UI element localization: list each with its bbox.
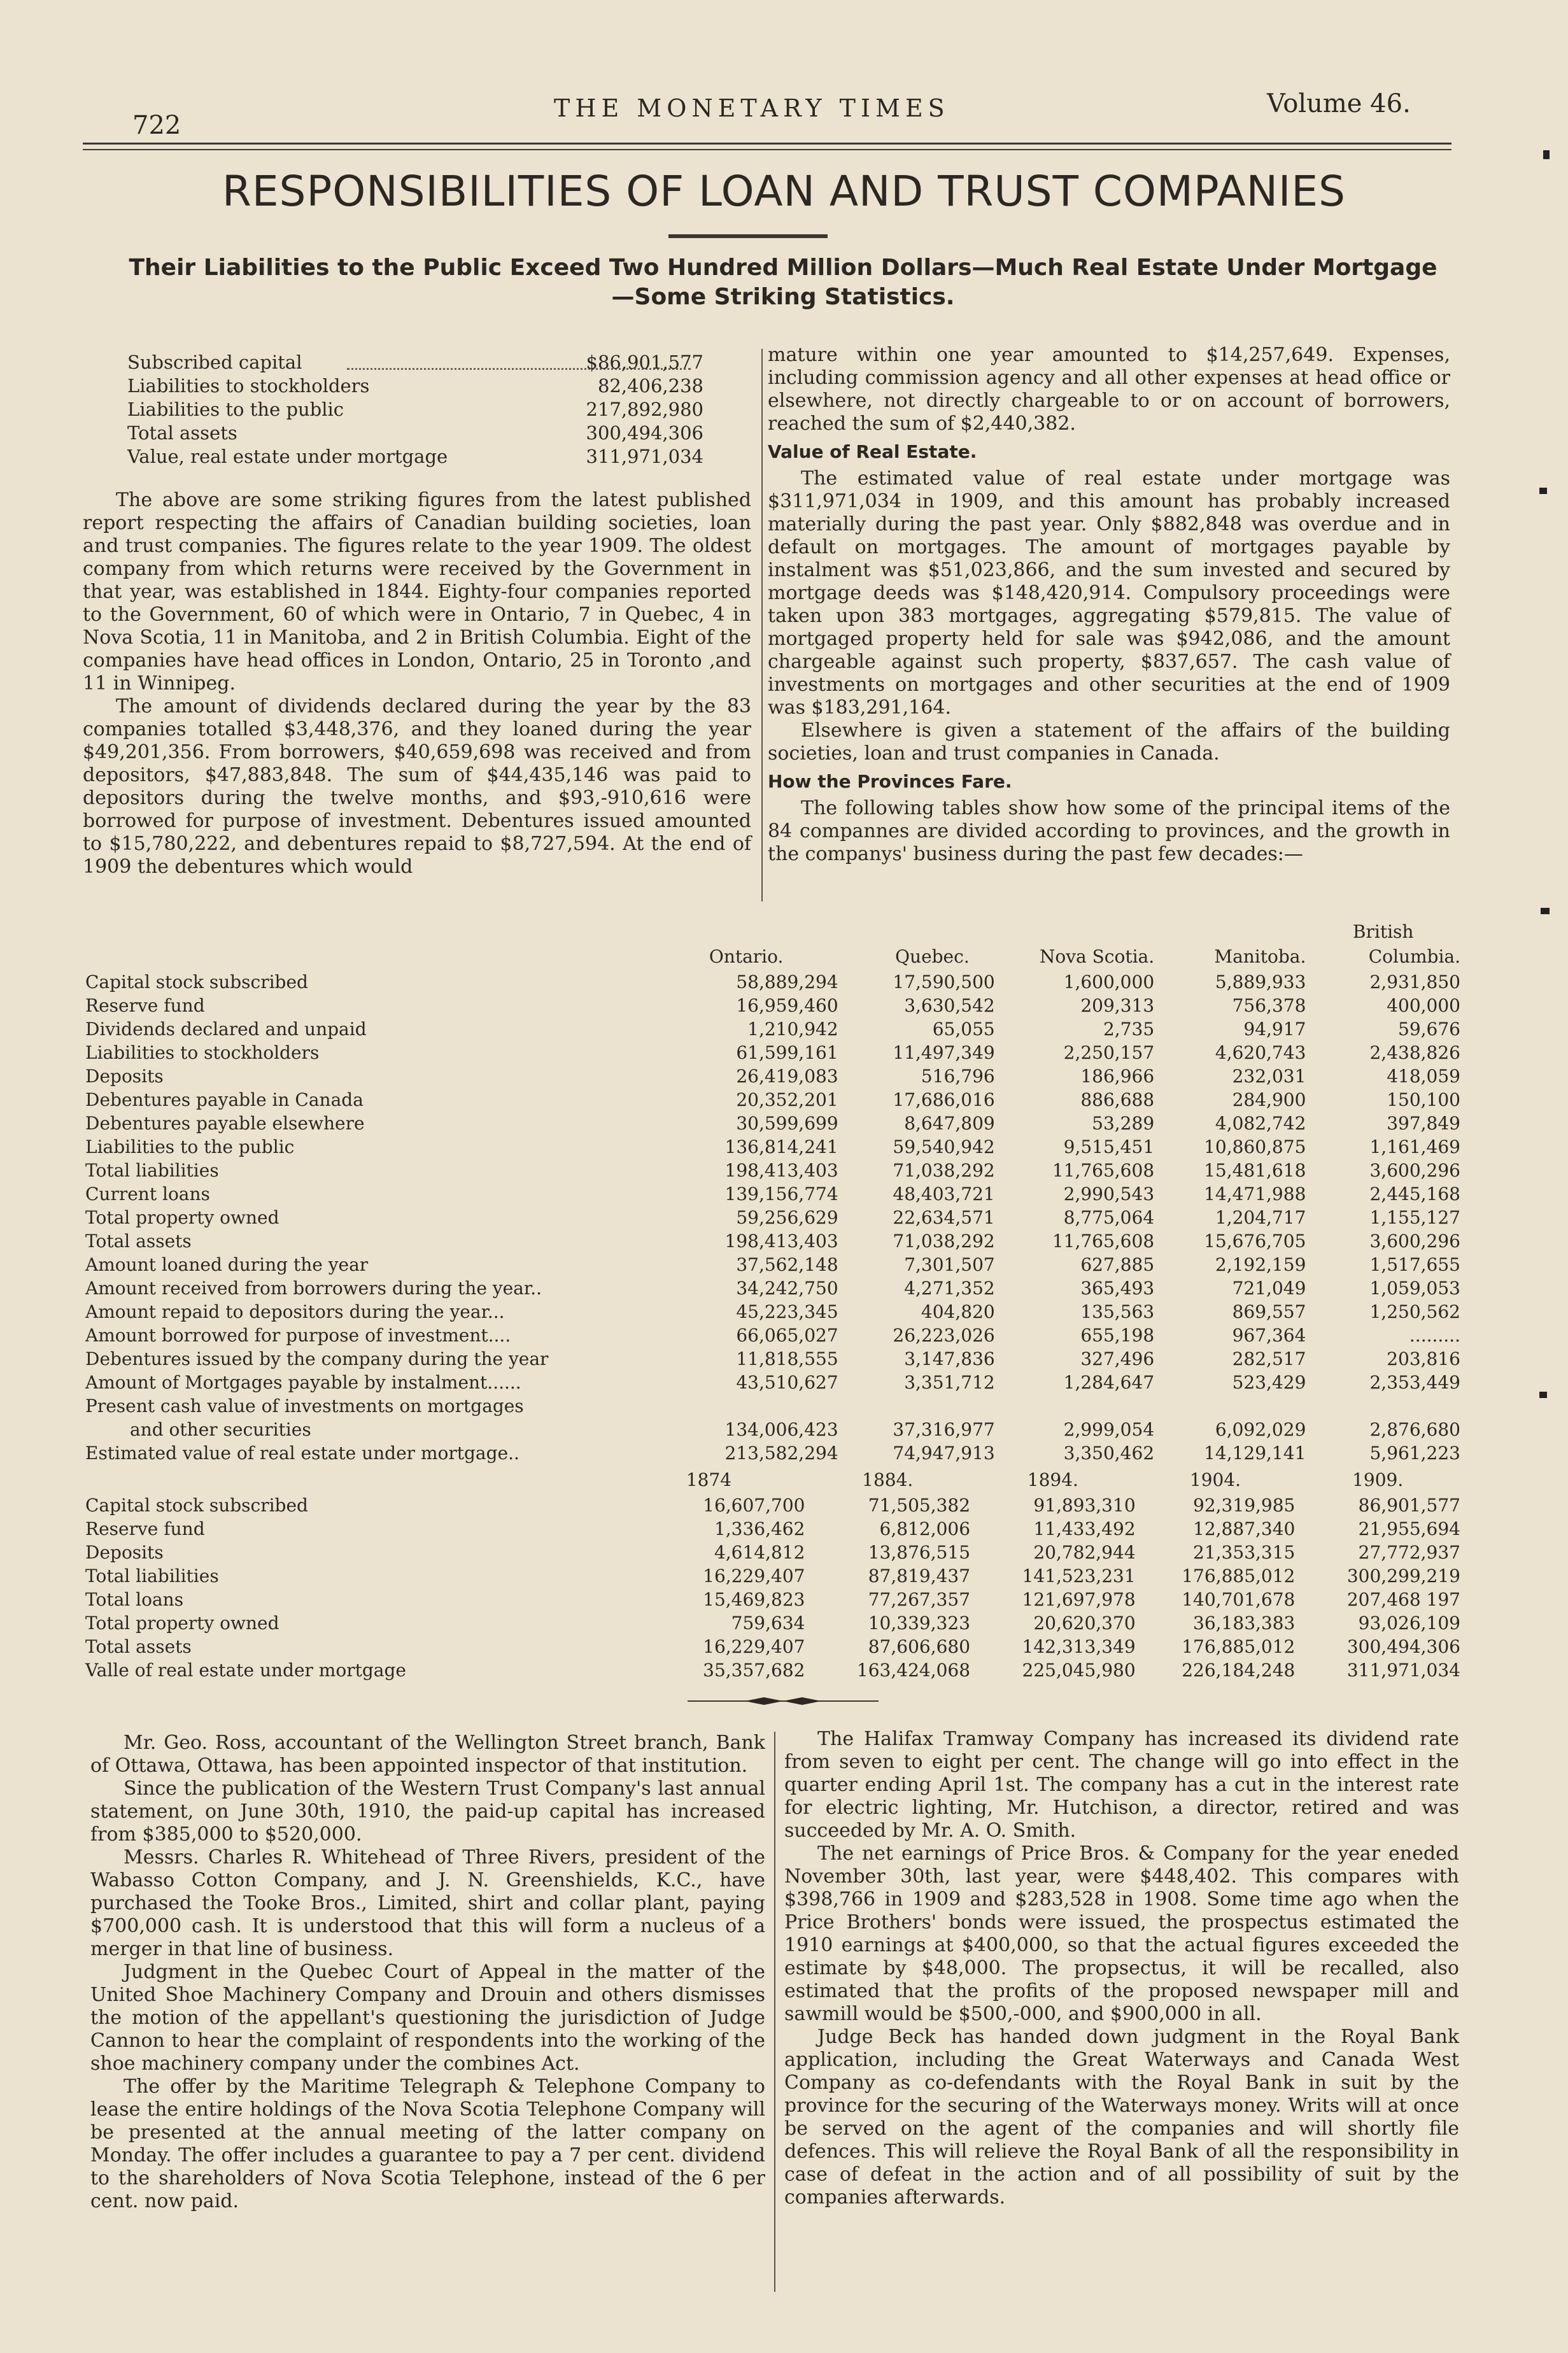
cell-value: 17,686,016 [893, 1089, 995, 1110]
cell-value: 2,999,054 [1063, 1419, 1155, 1440]
table-row [85, 1229, 1460, 1253]
cell-value: 404,820 [921, 1301, 995, 1322]
summary-row [127, 399, 703, 422]
cell-value: 11,433,492 [1033, 1518, 1136, 1539]
cell-value: 45,223,345 [736, 1301, 838, 1322]
cell-value: 71,038,292 [893, 1231, 995, 1252]
cell-value: 66,065,027 [736, 1325, 838, 1346]
row-label: Estimated value of real estate under mortgage.. [85, 1443, 519, 1464]
cell-value: 58,889,294 [736, 972, 838, 993]
paragraph: The offer by the Maritime Telegraph & Telephone Company to lease the entire holdings of the Nova Scotia Telephone Company will be presented at the annual meeting of the latter company on Monday. The offer includes a guarantee to pay a 7 per cent. dividend to the shareholders of Nova Scotia Telephone, instead of the 6 per cent. now paid. [90, 2075, 765, 2212]
row-label: Total liabilities [85, 1160, 219, 1181]
cell-value: 11,818,555 [736, 1348, 838, 1369]
edge-mark [1541, 908, 1550, 914]
cell-value: 65,055 [932, 1019, 995, 1040]
cell-value: 37,562,148 [736, 1254, 838, 1275]
table-body [85, 970, 1460, 1465]
row-label: Reserve fund [85, 995, 205, 1016]
cell-value: 756,378 [1232, 995, 1306, 1016]
cell-value: 35,357,682 [703, 1660, 805, 1681]
cell-value: 15,469,823 [703, 1589, 805, 1610]
lower-right-text [784, 1728, 1459, 2209]
cell-value: 21,353,315 [1193, 1542, 1296, 1563]
table-row [85, 1206, 1460, 1229]
cell-value: 30,599,699 [736, 1113, 838, 1134]
cell-value: 71,505,382 [868, 1495, 971, 1516]
cell-value: 140,701,678 [1182, 1589, 1296, 1610]
table-row [85, 1088, 1460, 1112]
edge-mark [1539, 488, 1547, 494]
cell-value: 11,765,608 [1052, 1160, 1155, 1181]
table-row [85, 1253, 1460, 1276]
summary-row [127, 375, 703, 399]
cell-value: 20,620,370 [1033, 1613, 1136, 1634]
cell-value: 16,607,700 [703, 1495, 805, 1516]
column-header: Quebec. [895, 945, 970, 967]
table-row [85, 1517, 1460, 1541]
table-header-row [85, 914, 1460, 942]
cell-value: 365,493 [1080, 1278, 1155, 1299]
cell-value: 17,590,500 [893, 972, 995, 993]
row-label: Liabilities to stockholders [85, 1042, 320, 1063]
cell-value: 91,893,310 [1033, 1495, 1136, 1516]
cell-value: 15,481,618 [1204, 1160, 1306, 1181]
cell-value: 226,184,248 [1182, 1660, 1296, 1681]
cell-value: 8,775,064 [1063, 1207, 1155, 1228]
summary-value: 82,406,238 [597, 375, 703, 397]
cell-value: 2,353,449 [1369, 1372, 1460, 1393]
row-label: Deposits [85, 1542, 164, 1563]
row-label: and other securities [130, 1419, 311, 1440]
cell-value: 3,351,712 [904, 1372, 995, 1393]
summary-row [127, 446, 703, 469]
section-heading: How the Provinces Fare. [768, 771, 1012, 792]
table-row [85, 970, 1460, 994]
cell-value: 213,582,294 [724, 1443, 838, 1464]
cell-value: 163,424,068 [856, 1660, 971, 1681]
column-divider [761, 349, 763, 901]
row-label: Amount borrowed for purpose of investment.... [85, 1325, 511, 1346]
table-row [85, 1541, 1460, 1564]
table-row [85, 1611, 1460, 1635]
cell-value: 150,100 [1387, 1089, 1460, 1110]
cell-value: 2,250,157 [1063, 1042, 1155, 1063]
cell-value: 2,438,826 [1369, 1042, 1460, 1063]
table-row [85, 1635, 1460, 1658]
summary-value: 217,892,980 [586, 399, 703, 420]
cell-value: 198,413,403 [724, 1231, 838, 1252]
cell-value: 1,600,000 [1063, 972, 1155, 993]
cell-value: 207,468 197 [1346, 1589, 1460, 1610]
cell-value: 134,006,423 [724, 1419, 838, 1440]
cell-value: 10,339,323 [868, 1613, 971, 1634]
cell-value: 282,517 [1232, 1348, 1306, 1369]
table-row [85, 1300, 1460, 1324]
paragraph: The estimated value of real estate under mortgage was $311,971,034 in 1909, and this amount has probably increased materially during the past year. Only $882,848 was overdue and in default on mortgages. The amount of mortgages payable by instalment was $51,023,866, and the sum invested and secured by mortgage deeds was $148,420,914. Compulsory proceedings were taken upon 383 mortgages, aggregating $579,815. The value of mortgaged property held for sale was $942,086, and the amount chargeable against such property, $837,657. The cash value of investments on mortgages and other securities at the end of 1909 was $183,291,164. [768, 467, 1450, 719]
table-row [85, 1064, 1460, 1088]
cell-value [838, 1394, 995, 1418]
paragraph: The above are some striking figures from the latest published report respecting the affairs of Canadian building societies, loan and trust companies. The figures relate to the year 1909. The oldest company from which returns were received by the Government in that year, was established in 1844. Eighty-four companies reported to the Government, 60 of which were in Ontario, 7 in Quebec, 4 in Nova Scotia, 11 in Manitoba, and 2 in British Columbia. Eight of the companies have head offices in London, Ontario, 25 in Toronto ,and 11 in Winnipeg. [83, 489, 751, 695]
cell-value: 93,026,109 [1358, 1613, 1460, 1634]
cell-value: 2,990,543 [1063, 1184, 1155, 1205]
cell-value: 516,796 [921, 1066, 995, 1087]
cell-value: 186,966 [1080, 1066, 1155, 1087]
cell-value: 121,697,978 [1022, 1589, 1136, 1610]
cell-value: 92,319,985 [1193, 1495, 1296, 1516]
row-label: Total assets [85, 1636, 192, 1657]
cell-value [995, 1394, 1154, 1418]
cell-value: 5,961,223 [1369, 1443, 1460, 1464]
summary-value: $86,901,577 [586, 351, 703, 373]
edge-mark [1539, 1392, 1547, 1398]
column-divider [774, 1732, 775, 2292]
row-label: Amount of Mortgages payable by instalment...... [85, 1372, 521, 1393]
cell-value: 3,600,296 [1369, 1160, 1460, 1181]
cell-value: 523,429 [1232, 1372, 1306, 1393]
cell-value: 869,557 [1232, 1301, 1306, 1322]
cell-value: 61,599,161 [736, 1042, 838, 1063]
cell-value: 418,059 [1387, 1066, 1460, 1087]
paragraph: Judge Beck has handed down judgment in the Royal Bank application, including the Great Waterways and Canada West Company as co-defendants with the Royal Bank in suit by the province for the securing of the Waterways money. Writs will at once be served on the agent of the companies and will shortly file defences. This will relieve the Royal Bank of all the responsibility in case of defeat in the action and of all possibility of suit by the companies afterwards. [784, 2026, 1459, 2208]
row-label: Total property owned [85, 1613, 279, 1634]
cell-value: 14,129,141 [1204, 1443, 1306, 1464]
cell-value: 1,250,562 [1369, 1301, 1460, 1322]
right-column-text [768, 344, 1450, 866]
table-row [85, 1418, 1460, 1441]
paragraph: The Halifax Tramway Company has increased its dividend rate from seven to eight per cent. The change will go into effect in the quarter ending April 1st. The company has a cut in the interest rate for electric lighting, Mr. Hutchison, a director, retired and was succeeded by Mr. A. O. Smith. [784, 1728, 1459, 1842]
cell-value: 655,198 [1080, 1325, 1155, 1346]
cell-value: 139,156,774 [724, 1184, 838, 1205]
left-column-text [83, 489, 751, 879]
cell-value: 59,676 [1398, 1019, 1460, 1040]
row-label: Capital stock subscribed [85, 972, 308, 993]
summary-label: Value, real estate under mortgage [127, 446, 448, 467]
cell-value: 59,256,629 [736, 1207, 838, 1228]
paragraph: The amount of dividends declared during the year by the 83 companies totalled $3,448,376, and they loaned during the year $49,201,356. From borrowers, $40,659,698 was received and from depositors, $47,883,848. The sum of $44,435,146 was paid to depositors during the twelve months, and $93,-910,616 were borrowed for purpose of investment. Debentures issued amounted to $15,780,222, and debentures repaid to $8,727,594. At the end of 1909 the debentures which would [83, 695, 751, 878]
cell-value: 36,183,383 [1193, 1613, 1296, 1634]
table-row [85, 1041, 1460, 1064]
cell-value: 176,885,012 [1182, 1636, 1296, 1657]
column-header: Columbia. [1368, 945, 1460, 967]
cell-value: 4,620,743 [1215, 1042, 1306, 1063]
cell-value: 141,523,231 [1022, 1565, 1136, 1586]
cell-value: 16,959,460 [736, 995, 838, 1016]
cell-value [1306, 1394, 1460, 1418]
table-row [85, 1159, 1460, 1182]
cell-value: 886,688 [1080, 1089, 1155, 1110]
column-header: 1904. [1189, 1469, 1241, 1490]
header-rule-bottom [83, 149, 1451, 150]
provinces-table [85, 914, 1460, 1465]
table-row [85, 994, 1460, 1017]
cell-value: 21,955,694 [1358, 1518, 1460, 1539]
cell-value: ......... [1409, 1325, 1460, 1346]
cell-value: 2,445,168 [1369, 1184, 1460, 1205]
row-label: Reserve fund [85, 1518, 205, 1539]
cell-value: 94,917 [1243, 1019, 1306, 1040]
cell-value [654, 1394, 838, 1418]
column-header: British [1352, 921, 1414, 942]
table-row [85, 1112, 1460, 1135]
lower-left-text [90, 1732, 765, 2213]
cell-value: 1,210,942 [747, 1019, 838, 1040]
row-label: Debentures issued by the company during the year [85, 1348, 549, 1369]
cell-value: 59,540,942 [893, 1136, 995, 1157]
cell-value: 22,634,571 [893, 1207, 995, 1228]
summary-row [127, 422, 703, 446]
table-header-row [85, 942, 1460, 970]
row-label: Valle of real estate under mortgage [85, 1660, 406, 1681]
summary-row [127, 351, 703, 375]
summary-figures [127, 351, 703, 469]
cell-value: 203,816 [1387, 1348, 1460, 1369]
row-label: Total loans [85, 1589, 184, 1610]
summary-label: Liabilities to the public [127, 399, 344, 420]
cell-value: 11,497,349 [893, 1042, 995, 1063]
row-label: Total property owned [85, 1207, 279, 1228]
cell-value: 37,316,977 [893, 1419, 995, 1440]
article-subtitle-1: Their Liabilities to the Public Exceed Two Hundred Million Dollars—Much Real Estate Under Mortgage [129, 255, 1437, 281]
cell-value: 27,772,937 [1358, 1542, 1460, 1563]
cell-value [1154, 1394, 1306, 1418]
table-row [85, 1441, 1460, 1465]
cell-value: 26,419,083 [736, 1066, 838, 1087]
cell-value: 4,082,742 [1215, 1113, 1306, 1134]
table-body [85, 1494, 1460, 1682]
cell-value: 4,271,352 [904, 1278, 995, 1299]
cell-value: 6,812,006 [879, 1518, 971, 1539]
cell-value: 15,676,705 [1204, 1231, 1306, 1252]
cell-value: 1,161,469 [1369, 1136, 1460, 1157]
column-header: Ontario. [709, 945, 784, 967]
cell-value: 1,155,127 [1369, 1207, 1460, 1228]
section-heading: Value of Real Estate. [768, 441, 977, 462]
cell-value: 136,814,241 [724, 1136, 838, 1157]
cell-value: 26,223,026 [893, 1325, 995, 1346]
cell-value: 16,229,407 [703, 1565, 805, 1586]
cell-value: 14,471,988 [1204, 1184, 1306, 1205]
page-number: 722 [132, 111, 181, 140]
table-row [85, 1276, 1460, 1300]
table-row [85, 1182, 1460, 1206]
cell-value: 4,614,812 [714, 1542, 805, 1563]
cell-value: 13,876,515 [868, 1542, 971, 1563]
cell-value: 225,045,980 [1022, 1660, 1136, 1681]
cell-value: 43,510,627 [736, 1372, 838, 1393]
cell-value: 1,284,647 [1063, 1372, 1155, 1393]
table-row [85, 1347, 1460, 1371]
cell-value: 176,885,012 [1182, 1565, 1296, 1586]
row-label: Debentures payable elsewhere [85, 1113, 365, 1134]
row-label: Total assets [85, 1231, 192, 1252]
paragraph: Judgment in the Quebec Court of Appeal in the matter of the United Shoe Machinery Company and Drouin and others dismisses the motion of the appellant's questioning the jurisdiction of Judge Cannon to hear the complaint of respondents into the working of the shoe machinery company under the combines Act. [90, 1961, 765, 2075]
cell-value: 721,049 [1232, 1278, 1306, 1299]
paragraph: Messrs. Charles R. Whitehead of Three Rivers, president of the Wabasso Cotton Company, and J. N. Greenshields, K.C., have purchased the Tooke Bros., Limited, shirt and collar plant, paying $700,000 cash. It is understood that this will form a nucleus of a merger in that line of business. [90, 1846, 765, 1960]
growth-table [85, 1466, 1460, 1682]
cell-value: 3,630,542 [904, 995, 995, 1016]
paragraph: mature within one year amounted to $14,257,649. Expenses, including commission agency and all other expenses at head office or elsewhere, not directly chargeable to or on account of borrowers, reached the sum of $2,440,382. [768, 344, 1450, 435]
table-row [85, 1494, 1460, 1517]
cell-value: 142,313,349 [1022, 1636, 1136, 1657]
row-label: Present cash value of investments on mortgages [85, 1396, 524, 1417]
cell-value: 2,192,159 [1215, 1254, 1306, 1275]
row-label: Liabilities to the public [85, 1136, 295, 1157]
cell-value: 10,860,875 [1204, 1136, 1306, 1157]
table-row [85, 1017, 1460, 1041]
table-row [85, 1371, 1460, 1394]
cell-value: 3,350,462 [1063, 1443, 1155, 1464]
row-label: Total liabilities [85, 1565, 219, 1586]
summary-value: 300,494,306 [586, 422, 703, 444]
cell-value: 48,403,721 [893, 1184, 995, 1205]
cell-value: 2,876,680 [1369, 1419, 1460, 1440]
cell-value: 6,092,029 [1215, 1419, 1306, 1440]
paragraph: Elsewhere is given a statement of the affairs of the building societies, loan and trust companies in Canada. [768, 719, 1450, 765]
row-label: Amount repaid to depositors during the year... [85, 1301, 505, 1322]
cell-value: 1,059,053 [1369, 1278, 1460, 1299]
cell-value: 300,299,219 [1346, 1565, 1460, 1586]
cell-value: 34,242,750 [736, 1278, 838, 1299]
cell-value: 397,849 [1387, 1113, 1460, 1134]
cell-value: 2,735 [1103, 1019, 1155, 1040]
cell-value: 53,289 [1092, 1113, 1155, 1134]
table-header-row [85, 1466, 1460, 1494]
table-row [85, 1588, 1460, 1611]
cell-value: 86,901,577 [1358, 1495, 1460, 1516]
column-header: Manitoba. [1214, 945, 1306, 967]
cell-value: 20,782,944 [1033, 1542, 1136, 1563]
cell-value: 135,563 [1080, 1301, 1155, 1322]
cell-value: 8,647,809 [904, 1113, 995, 1134]
table-row [85, 1564, 1460, 1588]
row-label: Deposits [85, 1066, 164, 1087]
table-row [85, 1135, 1460, 1159]
cell-value: 87,819,437 [868, 1565, 971, 1586]
table-row [85, 1394, 1460, 1418]
row-label: Current loans [85, 1184, 210, 1205]
column-header: 1909. [1352, 1469, 1404, 1490]
summary-label: Subscribed capital [127, 351, 302, 373]
cell-value: 209,313 [1080, 995, 1155, 1016]
cell-value: 9,515,451 [1063, 1136, 1155, 1157]
header-rule-top [83, 143, 1451, 145]
column-header: 1884. [862, 1469, 914, 1490]
cell-value: 232,031 [1232, 1066, 1306, 1087]
column-header: Nova Scotia. [1039, 945, 1155, 967]
cell-value: 74,947,913 [893, 1443, 995, 1464]
cell-value: 3,600,296 [1369, 1231, 1460, 1252]
cell-value: 1,336,462 [714, 1518, 805, 1539]
cell-value: 87,606,680 [868, 1636, 971, 1657]
cell-value: 311,971,034 [1346, 1660, 1460, 1681]
summary-label: Liabilities to stockholders [127, 375, 370, 397]
cell-value: 12,887,340 [1193, 1518, 1296, 1539]
cell-value: 2,931,850 [1369, 972, 1460, 993]
article-subtitle-2: —Some Striking Statistics. [611, 284, 955, 310]
cell-value: 967,364 [1232, 1325, 1306, 1346]
cell-value: 759,634 [731, 1613, 805, 1634]
column-header: 1874 [686, 1469, 732, 1490]
cell-value: 20,352,201 [736, 1089, 838, 1110]
cell-value: 284,900 [1232, 1089, 1306, 1110]
edge-mark [1543, 150, 1550, 159]
volume-label: Volume 46. [1267, 89, 1411, 118]
cell-value: 1,204,717 [1215, 1207, 1306, 1228]
article-title: RESPONSIBILITIES OF LOAN AND TRUST COMPANIES [222, 167, 1346, 216]
cell-value: 327,496 [1080, 1348, 1155, 1369]
paragraph: Mr. Geo. Ross, accountant of the Wellington Street branch, Bank of Ottawa, Ottawa, has been appointed inspector of that institution. [90, 1732, 765, 1777]
cell-value: 71,038,292 [893, 1160, 995, 1181]
row-label: Dividends declared and unpaid [85, 1019, 367, 1040]
row-label: Debentures payable in Canada [85, 1089, 364, 1110]
table-row [85, 1658, 1460, 1682]
paragraph: The net earnings of Price Bros. & Company for the year eneded November 30th, last year, were $448,402. This compares with $398,766 in 1909 and $283,528 in 1908. Some time ago when the Price Brothers' bonds were issued, the prospectus estimated the 1910 earnings at $400,000, so that the actual figures exceeded the estimate by $48,000. The propsectus, it will be recalled, also estimated that the profits of the proposed newspaper mill and sawmill would be $500,-000, and $900,000 in all. [784, 1842, 1459, 2025]
publication-name: THE MONETARY TIMES [554, 94, 950, 122]
summary-label: Total assets [127, 422, 237, 444]
cell-value: 11,765,608 [1052, 1231, 1155, 1252]
paragraph: Since the publication of the Western Trust Company's last annual statement, on June 30th, 1910, the paid-up capital has increased from $385,000 to $520,000. [90, 1777, 765, 1846]
cell-value: 300,494,306 [1346, 1636, 1460, 1657]
cell-value: 198,413,403 [724, 1160, 838, 1181]
cell-value: 16,229,407 [703, 1636, 805, 1657]
summary-value: 311,971,034 [586, 446, 703, 467]
cell-value: 77,267,357 [868, 1589, 971, 1610]
row-label: Amount received from borrowers during the year.. [85, 1278, 542, 1299]
paragraph: The following tables show how some of the principal items of the 84 compannes are divided according to provinces, and the growth in the companys' business during the past few decades:— [768, 797, 1450, 865]
table-row [85, 1324, 1460, 1347]
ornament-icon [738, 1695, 828, 1707]
cell-value: 5,889,933 [1215, 972, 1306, 993]
cell-value: 400,000 [1387, 995, 1460, 1016]
column-header: 1894. [1027, 1469, 1078, 1490]
cell-value: 1,517,655 [1369, 1254, 1460, 1275]
cell-value: 627,885 [1080, 1254, 1155, 1275]
cell-value: 3,147,836 [904, 1348, 995, 1369]
row-label: Capital stock subscribed [85, 1495, 308, 1516]
row-label: Amount loaned during the year [85, 1254, 369, 1275]
title-underline [668, 234, 828, 238]
cell-value: 7,301,507 [904, 1254, 995, 1275]
